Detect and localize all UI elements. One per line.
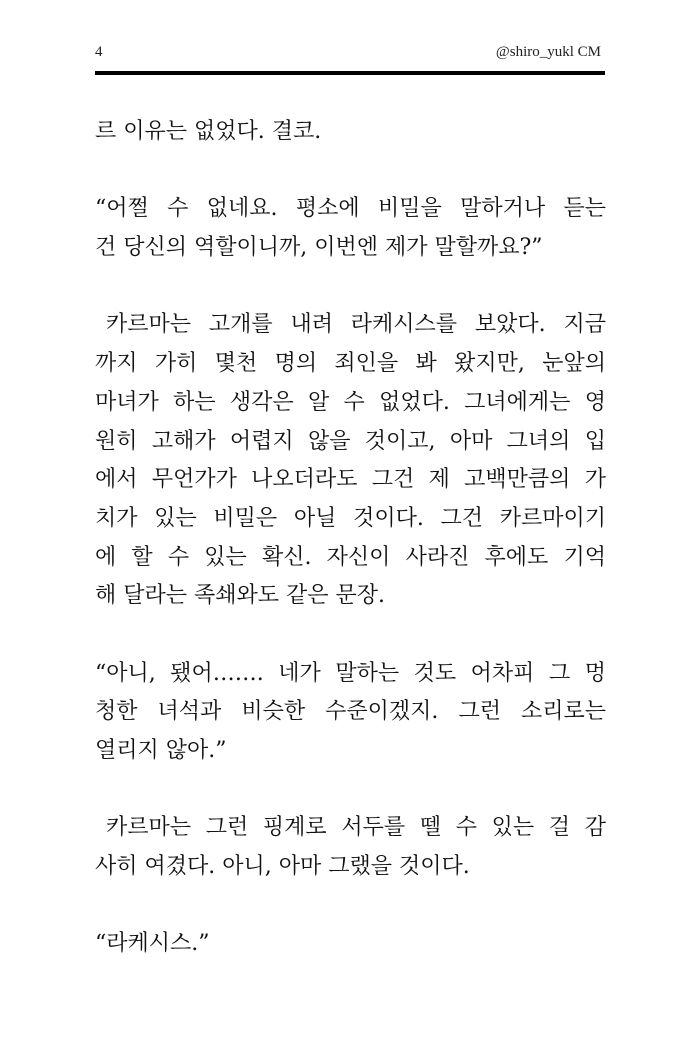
- body-text: [95, 113, 606, 1003]
- page-number: 4: [95, 44, 103, 60]
- paragraph: [95, 113, 606, 152]
- text-line: 해 달라는 족쇄와도 같은 문장.: [95, 583, 385, 609]
- running-header: @shiro_yukl CM: [495, 44, 601, 60]
- paragraph: [95, 655, 606, 771]
- text-line: 카르마는 그런 핑계로 서두를 뗄 수 있는 걸 감: [106, 815, 606, 841]
- text-line: “라케시스.”: [95, 931, 210, 957]
- paragraph: [95, 306, 606, 616]
- text-line: 카르마는 고개를 내려 라케시스를 보았다. 지금: [106, 312, 606, 338]
- paragraph: [95, 809, 606, 886]
- text-line: “어쩔 수 없네요. 평소에 비밀을 말하거나 듣는: [95, 196, 606, 222]
- text-line: 르 이유는 없었다. 결코.: [95, 119, 322, 144]
- text-line: 에 할 수 있는 확신. 자신이 사라진 후에도 기억: [95, 544, 606, 570]
- page-header: [95, 44, 605, 68]
- text-line: 열리지 않아.”: [95, 738, 227, 763]
- text-line: “아니, 됐어……. 네가 말하는 것도 어차피 그 멍: [95, 660, 606, 686]
- paragraph: [95, 925, 606, 964]
- text-line: 마녀가 하는 생각은 알 수 없었다. 그녀에게는 영: [95, 389, 606, 415]
- text-line: 청한 녀석과 비슷한 수준이겠지. 그런 소리로는: [95, 699, 606, 725]
- header-rule: [95, 71, 605, 75]
- text-line: 원히 고해가 어렵지 않을 것이고, 아마 그녀의 입: [95, 428, 606, 454]
- text-line: 까지 가히 몇천 명의 죄인을 봐 왔지만, 눈앞의: [95, 351, 606, 377]
- text-line: 사히 여겼다. 아니, 아마 그랬을 것이다.: [95, 854, 470, 880]
- text-line: 치가 있는 비밀은 아닐 것이다. 그건 카르마이기: [95, 505, 606, 531]
- text-line: 건 당신의 역할이니까, 이번엔 제가 말할까요?”: [95, 235, 543, 261]
- text-line: 에서 무언가가 나오더라도 그건 제 고백만큼의 가: [95, 467, 606, 493]
- paragraph: [95, 190, 606, 267]
